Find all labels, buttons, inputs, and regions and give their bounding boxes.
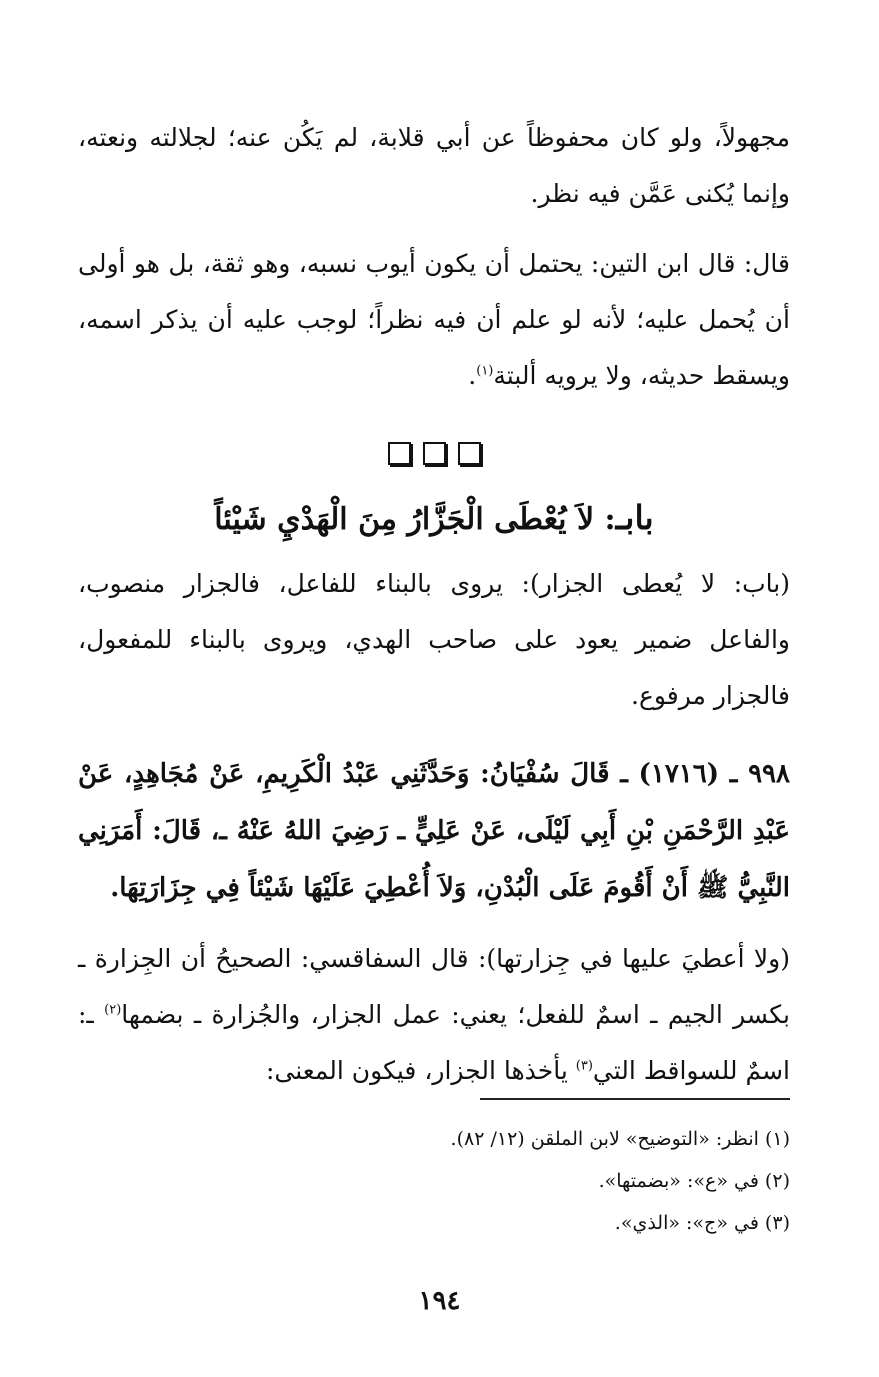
square-ornament-icon [388,442,411,465]
page-number: ١٩٤ [418,1286,461,1316]
footnote-2: (٢) في «ع»: «بضمتها». [598,1170,790,1192]
square-ornament-icon [423,442,446,465]
commentary-paragraph-1: (باب: لا يُعطى الجزار): يروى بالبناء للفاعل، فالجزار منصوب، والفاعل ضمير يعود على صاحب الهدي، ويروى بالبناء للمفعول، فالجزار مرفوع. [78,569,790,710]
footnote-1: (١) انظر: «التوضيح» لابن الملقن (١٢/ ٨٢). [450,1128,790,1150]
intro-paragraph-2-text: قال: قال ابن التين: يحتمل أن يكون أيوب نسبه، وهو ثقة، بل هو أولى أن يُحمل عليه؛ لأنه لو علم أن فيه نظراً؛ لوجب عليه أن يذكر اسمه، ويسقط حديثه، ولا يرويه ألبتة [78,249,790,390]
footnote-ref-3: (٣) [575,1058,593,1074]
footnote-ref-1: (١) [476,363,494,379]
footnote-3: (٣) في «ج»: «الذي». [614,1212,790,1234]
commentary-2-part-c: يأخذها الجزار، فيكون المعنى: [265,1056,576,1085]
intro-paragraph-2-end: . [468,361,477,390]
chapter-title: : لاَ يُعْطَى الْجَزَّارُ مِنَ الْهَدْيِ شَيْئاً [214,502,616,537]
footnotes-section [78,1098,790,1244]
intro-paragraph-2 [78,236,790,404]
commentary-2-part-b: ـ: اسمٌ للسواقط التي [78,1000,790,1085]
main-text [78,110,790,1099]
square-ornament-icon [458,442,481,465]
chapter-heading [78,490,790,548]
intro-paragraph-1: مجهولاً، ولو كان محفوظاً عن أبي قلابة، لم يَكُن عنه؛ لجلالته ونعته، وإنما يُكنى عَمَّن فيه نظر. [78,123,790,208]
footnote-ref-2: (٢) [104,1002,122,1018]
hadith-text: ٩٩٨ ـ (١٧١٦) ـ قَالَ سُفْيَانُ: وَحَدَّثَنِي عَبْدُ الْكَرِيمِ، عَنْ مُجَاهِدٍ، عَنْ عَبْدِ الرَّحْمَنِ بْنِ أَبِي لَيْلَى، عَنْ عَلِيٍّ ـ رَضِيَ اللهُ عَنْهُ ـ، قَالَ: أَمَرَنِي النَّبِيُّ ﷺ أَنْ أَقُومَ عَلَى الْبُدْنِ، وَلاَ أُعْطِيَ عَلَيْهَا شَيْئاً فِي جِزَارَتِهَا. [78,759,790,903]
commentary-paragraph-2 [78,931,790,1099]
section-divider-ornament [78,442,790,472]
commentary-2-part-a: (ولا أعطيَ عليها في جِزارتها): قال السفاقسي: الصحيحُ أن الجِزارة ـ بكسر الجيم ـ اسمٌ للفعل؛ يعني: عمل الجزار، والجُزارة ـ بضمها [78,944,790,1029]
chapter-bab-word: بابـ [615,498,654,537]
footnote-separator [480,1098,790,1100]
